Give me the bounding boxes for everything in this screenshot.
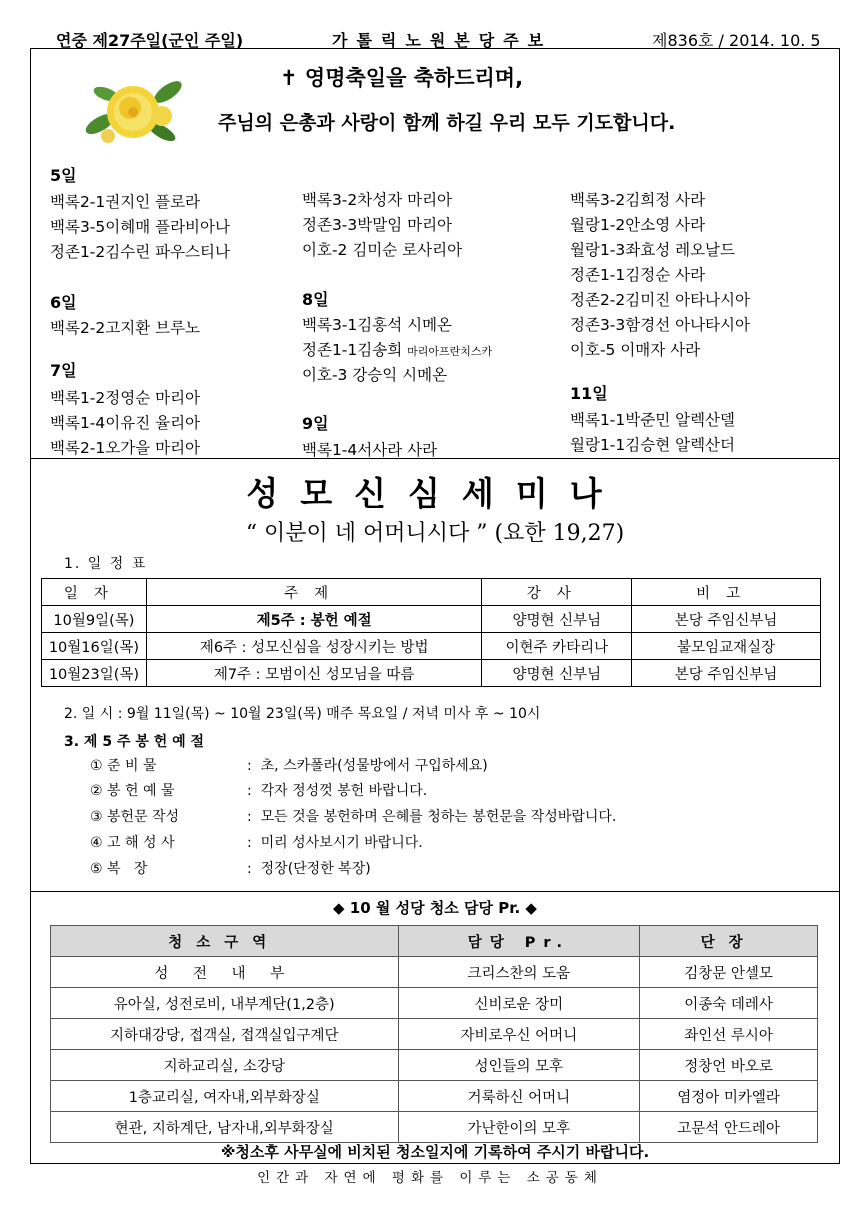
greeting-line-1: ✝ 영명축일을 축하드리며, <box>280 66 524 90</box>
cell-topic: 제7주 : 모범이신 성모님을 따름 <box>146 660 482 687</box>
column-header: 청소구역 <box>51 926 399 957</box>
cell-leader: 이종숙 데레사 <box>640 988 818 1019</box>
cell-pr: 성인들의 모후 <box>398 1050 640 1081</box>
table-header-row <box>51 926 818 957</box>
seminar-subtitle: “ 이분이 네 어머니시다 ” (요한 19,27) <box>245 521 625 546</box>
feast-name: 백록1-4이유진 율리아 <box>50 414 201 432</box>
feast-name: 정존1-1김송희 마리아프란치스카 <box>302 341 493 359</box>
table-row <box>51 1019 818 1050</box>
issue-label: 제836호 / 2014. 10. 5 <box>652 31 821 50</box>
offering-item: ① 준 비 물 : 초, 스카폴라(성물방에서 구입하세요) <box>90 758 488 774</box>
cell-note: 불모임교재실장 <box>632 633 821 660</box>
feast-name: 백록1-2정영순 마리아 <box>50 389 201 407</box>
column-header: 일자 <box>42 579 147 606</box>
feast-name: 월랑1-3좌효성 레오날드 <box>570 241 736 259</box>
greeting-line-2: 주님의 은총과 사랑이 함께 하길 우리 모두 기도합니다. <box>218 112 676 134</box>
divider-2 <box>30 891 840 892</box>
table-header-row <box>42 579 821 606</box>
feast-name: 백록3-2차성자 마리아 <box>302 191 453 209</box>
day-heading: 9일 <box>302 414 329 433</box>
day-heading: 7일 <box>50 361 77 380</box>
feast-name: 정존1-2김수린 파우스티나 <box>50 243 230 261</box>
feast-name: 정존3-3박말임 마리아 <box>302 216 453 234</box>
week-label: 연중 제27주일(군인 주일) <box>56 31 244 50</box>
table-row <box>42 633 821 660</box>
cell-area: 지하대강당, 접객실, 접객실입구계단 <box>51 1019 399 1050</box>
cell-pr: 자비로우신 어머니 <box>398 1019 640 1050</box>
cell-area: 1층교리실, 여자내,외부화장실 <box>51 1081 399 1112</box>
feast-name: 백록3-2김희정 사라 <box>570 191 706 209</box>
table-row <box>42 660 821 687</box>
feast-name: 백록2-1오가을 마리아 <box>50 439 201 457</box>
seminar-title: 성모신심세미나 <box>246 474 624 513</box>
cell-area: 유아실, 성전로비, 내부계단(1,2층) <box>51 988 399 1019</box>
day-heading: 5일 <box>50 166 77 185</box>
cell-speaker: 양명현 신부님 <box>482 606 632 633</box>
feast-name: 백록1-1박준민 알렉산델 <box>570 411 736 429</box>
rose-flower-icon <box>78 62 188 152</box>
table-row <box>51 1050 818 1081</box>
cell-leader: 염정아 미카엘라 <box>640 1081 818 1112</box>
offering-item: ⑤ 복 장 : 정장(단정한 복장) <box>90 861 371 877</box>
feast-name: 이호-5 이매자 사라 <box>570 341 701 359</box>
day-heading: 11일 <box>570 384 608 403</box>
cell-area: 성 전 내 부 <box>51 957 399 988</box>
cell-date: 10월16일(목) <box>42 633 147 660</box>
table-row <box>51 1081 818 1112</box>
cleaning-table <box>50 925 818 1143</box>
cell-pr: 신비로운 장미 <box>398 988 640 1019</box>
offering-item: ② 봉 헌 예 물 : 각자 정성껏 봉헌 바랍니다. <box>90 783 428 799</box>
schedule-table <box>41 578 821 687</box>
feast-name: 백록2-2고지환 브루노 <box>50 319 201 337</box>
offering-item: ③ 봉헌문 작성 : 모든 것을 봉헌하며 은혜를 청하는 봉헌문을 작성바랍니다. <box>90 809 617 825</box>
feast-name: 백록3-5이혜매 플라비아나 <box>50 218 230 236</box>
column-header: 담당 Pr. <box>398 926 640 957</box>
cell-pr: 크리스찬의 도움 <box>398 957 640 988</box>
feast-name: 정존3-3함경선 아나타시아 <box>570 316 750 334</box>
feast-name: 정존1-1김정순 사라 <box>570 266 706 284</box>
cell-note: 본당 주임신부님 <box>632 660 821 687</box>
cell-date: 10월9일(목) <box>42 606 147 633</box>
cell-pr: 거룩하신 어머니 <box>398 1081 640 1112</box>
feast-name: 월랑1-1김승현 알렉산더 <box>570 436 736 454</box>
table-row <box>42 606 821 633</box>
cleaning-title: ◆ 10 월 성당 청소 담당 Pr. ◆ <box>333 899 537 917</box>
cell-leader: 김창문 안셀모 <box>640 957 818 988</box>
table-row <box>51 1112 818 1143</box>
column-header: 강사 <box>482 579 632 606</box>
cell-leader: 좌인선 루시아 <box>640 1019 818 1050</box>
cell-pr: 가난한이의 모후 <box>398 1112 640 1143</box>
column-header: 비고 <box>632 579 821 606</box>
schedule-heading: 1. 일 정 표 <box>64 556 148 572</box>
offering-item: ④ 고 해 성 사 : 미리 성사보시기 바랍니다. <box>90 835 423 851</box>
cell-topic: 제5주 : 봉헌 예절 <box>146 606 482 633</box>
column-header: 주제 <box>146 579 482 606</box>
feast-name: 백록1-4서사라 사라 <box>302 441 438 459</box>
cross-icon: ✝ <box>280 66 298 90</box>
parish-motto: 인간과 자연에 평화를 이루는 소공동체 <box>257 1170 603 1186</box>
cell-topic: 제6주 : 성모신심을 성장시키는 방법 <box>146 633 482 660</box>
feast-name: 이호-3 강승익 시메온 <box>302 366 448 384</box>
cell-date: 10월23일(목) <box>42 660 147 687</box>
cell-leader: 정창언 바오로 <box>640 1050 818 1081</box>
feast-name: 백록3-1김홍석 시메온 <box>302 316 453 334</box>
cell-note: 본당 주임신부님 <box>632 606 821 633</box>
offering-heading: 3. 제 5 주 봉 헌 예 절 <box>64 734 205 750</box>
cell-speaker: 이현주 카타리나 <box>482 633 632 660</box>
cell-speaker: 양명현 신부님 <box>482 660 632 687</box>
feast-name: 이호-2 김미순 로사리아 <box>302 241 463 259</box>
bulletin-title: 가톨릭노원본당주보 <box>332 31 553 50</box>
feast-name: 월랑1-2안소영 사라 <box>570 216 706 234</box>
cell-area: 지하교리실, 소강당 <box>51 1050 399 1081</box>
cell-area: 현관, 지하계단, 남자내,외부화장실 <box>51 1112 399 1143</box>
feast-name: 백록2-1권지인 플로라 <box>50 193 201 211</box>
cleaning-note: ※청소후 사무실에 비치된 청소일지에 기록하여 주시기 바랍니다. <box>220 1143 650 1161</box>
day-heading: 8일 <box>302 290 329 309</box>
schedule-time: 2. 일 시 : 9월 11일(목) ~ 10월 23일(목) 매주 목요일 / 저녁 미사 후 ~ 10시 <box>64 706 541 722</box>
cell-leader: 고문석 안드레아 <box>640 1112 818 1143</box>
feast-name: 정존2-2김미진 아타나시아 <box>570 291 750 309</box>
column-header: 단장 <box>640 926 818 957</box>
day-heading: 6일 <box>50 293 77 312</box>
table-row <box>51 988 818 1019</box>
table-row <box>51 957 818 988</box>
